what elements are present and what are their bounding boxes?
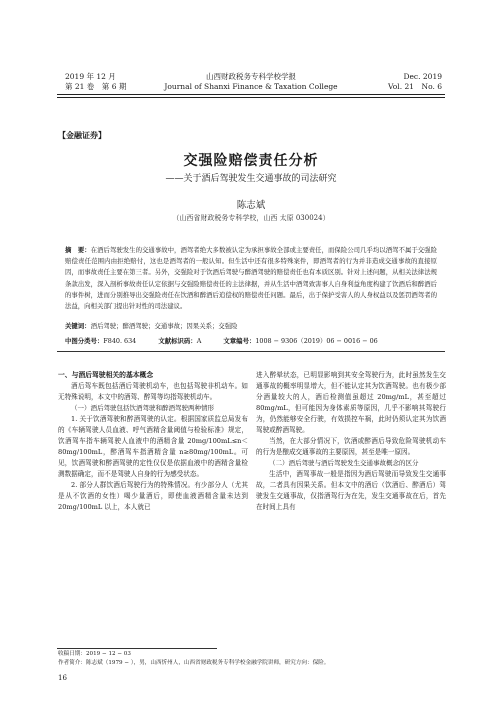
journal-name-en: Journal of Shanxi Finance & Taxation College xyxy=(164,82,338,91)
abstract-separator xyxy=(57,351,445,352)
paragraph: 生活中，酒驾事故一般是指因为酒后驾驶而导致发生交通事故，二者具有因果关系。但本文中的酒后（饮酒后、醉酒后）驾驶发生交通事故，仅指酒驾行为在先，发生交通事故在后，首先在时间上具有 xyxy=(256,470,446,511)
header-date-en: Dec. 2019 xyxy=(403,72,442,81)
keywords-text: 酒后驾驶；醉酒驾驶；交通事故；因果关系；交强险 xyxy=(90,322,238,330)
header-date: 2019 年 12 月 xyxy=(65,72,116,81)
paragraph: 1. 关于饮酒驾驶和醉酒驾驶的认定。根据国家质监总局发布的《车辆驾驶人员血液、呼气酒精含量阈值与检验标准》规定，饮酒驾车指车辆驾驶人血液中的酒精含量 20mg/100mL≤n＜80mg/100mL，醉酒驾车指酒精含量 n≥80mg/100mL。可见，饮酒驾驶和醉酒驾驶的定性仅仅是依据血液中的酒精含量检测数据确定，而不是驾驶人自身的行为感受状态。 xyxy=(58,415,248,478)
header-right xyxy=(388,72,442,92)
subsection-heading-2: （二）酒后驾驶与酒后驾驶发生交通事故概念的区分 xyxy=(269,459,419,467)
footnote-rule xyxy=(57,648,217,649)
journal-name-cn: 山西财政税务专科学校学报 xyxy=(206,72,296,81)
article-subtitle: ——关于酒后驾驶发生交通事故的司法研究 xyxy=(165,174,337,184)
paragraph: 酒后驾车既包括酒后驾驶机动车，也包括驾驶非机动车。如无特殊说明，本文中的酒驾、醉驾等均指驾驶机动车。 xyxy=(58,382,248,401)
paragraph: 进入醉晕状态，已明显影响到其安全驾驶行为，此时虽然发生交通事故的概率明显增大，但不能认定其为饮酒驾驶。也有极少部分酒量较大的人，酒后检测值虽超过 20mg/mL，甚至超过 80mg/mL，但可能因为身体素质等原因，几乎不影响其驾驶行为，仍然能够安全行驶，有效损控车祸，此时仍须认定其为饮酒驾驶或醉酒驾驶。 xyxy=(256,371,446,434)
keywords-label: 关键词： xyxy=(65,322,91,330)
doc-code-label: 文献标识码： xyxy=(158,337,197,345)
article-number-value: 1008 − 9306（2019）06 − 0016 − 06 xyxy=(255,337,378,345)
doc-code-value: A xyxy=(196,337,202,345)
subsection-heading-1: （一）酒后驾驶包括饮酒驾驶和醉酒驾驶两种情形 xyxy=(71,404,214,412)
clc-label: 中图分类号： xyxy=(65,337,104,345)
article-number-label: 文章编号： xyxy=(223,337,256,345)
header-volume-en: Vol. 21 No. 6 xyxy=(388,82,442,91)
author-affiliation: （山西省财政税务专科学校，山西 太原 030024） xyxy=(172,214,330,222)
body-column-left xyxy=(58,370,248,513)
clc-value: F840. 634 xyxy=(103,337,137,345)
header-left xyxy=(65,72,126,92)
abstract xyxy=(65,245,437,312)
article-title: 交强险赔偿责任分析 xyxy=(183,153,319,169)
header-rule-bottom xyxy=(57,97,445,98)
author-name: 陈志斌 xyxy=(236,200,266,211)
body-column-right xyxy=(256,370,446,513)
header-volume: 第 21 卷 第 6 期 xyxy=(65,82,127,91)
paragraph: 当然，在大部分情况下，饮酒或醉酒后导致危险驾驶机动车的行为是酿成交通事故的主要原因，甚至是唯一原因。 xyxy=(256,437,446,456)
abstract-label: 摘 要： xyxy=(65,246,91,254)
section-heading-1: 一、与酒后驾驶相关的基本概念 xyxy=(58,371,154,379)
footnote-received: 收稿日期：2019 − 12 − 03 xyxy=(58,651,131,657)
footnote-author-info: 作者简介：陈志斌（1979 − ），男，山西忻州人，山西省财政税务专科学校金融学院讲师，研究方向：保险。 xyxy=(58,660,330,666)
section-tag: 【金融证券】 xyxy=(58,130,106,140)
paragraph: 2. 部分人群饮酒后驾驶行为的特殊情况。有少部分人（尤其是从不饮酒的女性）喝少量酒后，即使血液酒精含量未达到 20mg/100mL 以上，本人就已 xyxy=(58,481,248,511)
header-center xyxy=(150,72,352,92)
header-rule-top xyxy=(57,94,445,95)
keywords xyxy=(65,321,437,331)
page-number: 16 xyxy=(58,674,67,682)
abstract-text: 在酒后驾驶发生的交通事故中，酒驾者绝大多数被认定为承担事故全部或主要责任，而保险公司几乎均以酒驾不属于交强险赔偿责任范围内由拒绝赔付，这也是酒驾者的一般认知。但生活中还有很多特殊案件，即酒驾者的行为并非造成交通事故的直接原因，而事故责任主要在第三者。另外，交强险对于饮酒后驾驶与醉酒驾驶的赔偿责任也有本质区别。针对上述问题，从相关法律法规条款出发，深入剖析事故责任认定依据与交强险赔偿责任的主法律据，并从生活中酒驾致害事人自身利益角度构建了饮酒后和醉酒后的事件树，进而分别推导出交强险责任在饮酒和醉酒后追偿权的赔偿责任问题。最后，出于保护受害人的人身权益以及惩罚酒驾者的法益，向相关部门提出针对性的司法建议。 xyxy=(65,246,438,311)
article-meta xyxy=(65,336,437,346)
